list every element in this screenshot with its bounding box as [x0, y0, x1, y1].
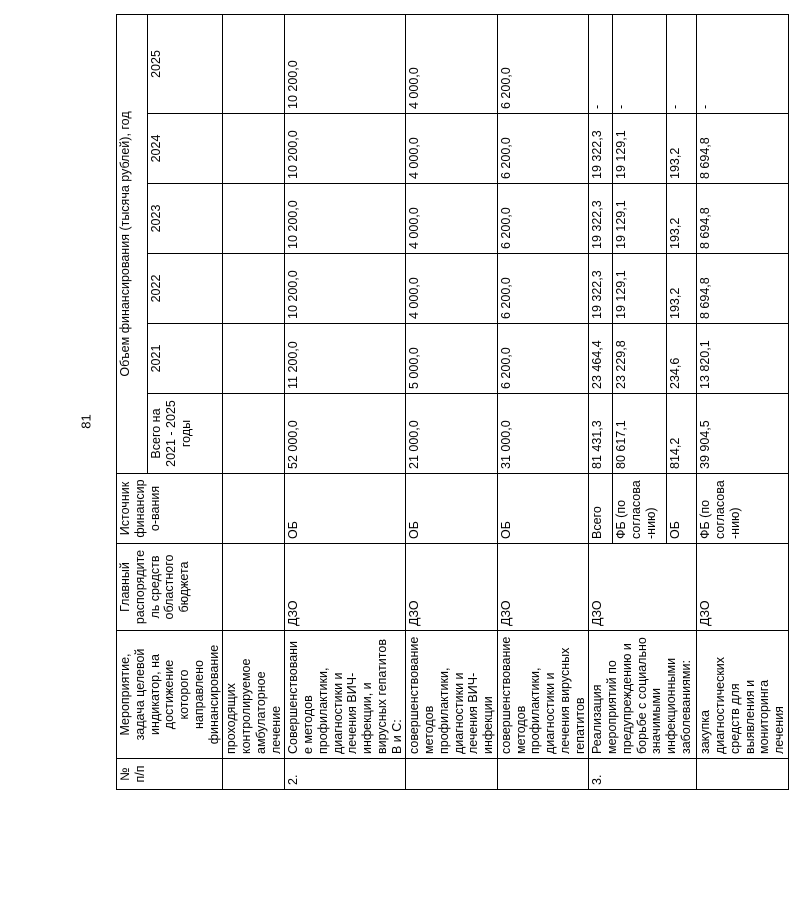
cell-2023: 19 129,1	[613, 184, 667, 254]
cell-2021: 5 000,0	[406, 324, 498, 394]
cell-2021	[223, 324, 285, 394]
header-total: Всего на 2021 - 2025 годы	[148, 394, 223, 474]
cell-num: 3.	[589, 759, 697, 790]
cell-event: совершенствование методов профилактики, диагностики и лечения ВИЧ-инфекции	[406, 631, 498, 759]
cell-total: 52 000,0	[285, 394, 406, 474]
cell-2021: 6 200,0	[497, 324, 589, 394]
cell-2022: 10 200,0	[285, 254, 406, 324]
cell-source: ОБ	[406, 474, 498, 544]
table-row	[223, 14, 285, 789]
cell-total: 81 431,3	[589, 394, 613, 474]
cell-2022: 6 200,0	[497, 254, 589, 324]
cell-num	[697, 759, 789, 790]
cell-2025: -	[613, 14, 667, 113]
cell-manager: ДЗО	[285, 544, 406, 631]
cell-num	[223, 759, 285, 790]
cell-2021: 11 200,0	[285, 324, 406, 394]
cell-2023: 6 200,0	[497, 184, 589, 254]
cell-event: Реализация мероприятий по предупреждению и борьбе с социально значимыми инфекционными заболеваниями:	[589, 631, 697, 759]
cell-2024: 19 322,3	[589, 114, 613, 184]
rotated-table-container	[116, 15, 786, 790]
cell-2022: 193,2	[667, 254, 697, 324]
cell-source: ОБ	[285, 474, 406, 544]
cell-2022	[223, 254, 285, 324]
cell-total	[223, 394, 285, 474]
cell-manager: ДЗО	[697, 544, 789, 631]
cell-total: 39 904,5	[697, 394, 789, 474]
header-event: Мероприятие, задача целевой индикатор, на достижение которого направлено финансирование	[117, 631, 223, 759]
header-year-2025: 2025	[148, 14, 223, 113]
cell-event: совершенствование методов профилактики, диагностики и лечения вирусных гепатитов	[497, 631, 589, 759]
cell-total: 80 617,1	[613, 394, 667, 474]
cell-2024: 4 000,0	[406, 114, 498, 184]
cell-source: Всего	[589, 474, 613, 544]
cell-event: проходящих контролируемое амбулаторное лечение	[223, 631, 285, 759]
cell-2023: 193,2	[667, 184, 697, 254]
header-year-2023: 2023	[148, 184, 223, 254]
cell-2025: 6 200,0	[497, 14, 589, 113]
cell-manager	[223, 544, 285, 631]
cell-2023	[223, 184, 285, 254]
cell-2024: 6 200,0	[497, 114, 589, 184]
table-row	[497, 14, 589, 789]
header-manager: Главный распорядитель средств областного бюджета	[117, 544, 223, 631]
cell-2025: -	[667, 14, 697, 113]
page-number: 81	[78, 414, 94, 429]
table-row	[589, 14, 613, 789]
cell-total: 814,2	[667, 394, 697, 474]
cell-manager: ДЗО	[589, 544, 697, 631]
header-volume: Объем финансирования (тысяча рублей), год	[117, 14, 148, 473]
cell-2022: 8 694,8	[697, 254, 789, 324]
cell-2023: 4 000,0	[406, 184, 498, 254]
cell-source	[223, 474, 285, 544]
financing-table	[116, 14, 789, 790]
cell-2022: 19 322,3	[589, 254, 613, 324]
table-row	[697, 14, 789, 789]
cell-manager: ДЗО	[497, 544, 589, 631]
table-row	[406, 14, 498, 789]
cell-2022: 4 000,0	[406, 254, 498, 324]
cell-total: 31 000,0	[497, 394, 589, 474]
cell-2021: 23 464,4	[589, 324, 613, 394]
cell-event: Совершенствование методов профилактики, диагностики и лечения ВИЧ-инфекции, и вирусных гепатитов В и С:	[285, 631, 406, 759]
cell-source: ОБ	[667, 474, 697, 544]
cell-2025: 4 000,0	[406, 14, 498, 113]
cell-source: ФБ (по согласова-нию)	[613, 474, 667, 544]
cell-event: закупка диагностических средств для выявления и мониторинга лечения	[697, 631, 789, 759]
header-year-2024: 2024	[148, 114, 223, 184]
cell-2024: 19 129,1	[613, 114, 667, 184]
cell-2024: 8 694,8	[697, 114, 789, 184]
cell-total: 21 000,0	[406, 394, 498, 474]
cell-source: ОБ	[497, 474, 589, 544]
cell-num	[497, 759, 589, 790]
cell-2024: 10 200,0	[285, 114, 406, 184]
cell-2025: -	[589, 14, 613, 113]
cell-2025	[223, 14, 285, 113]
cell-2025: -	[697, 14, 789, 113]
header-source: Источник финансиро-вания	[117, 474, 223, 544]
cell-num: 2.	[285, 759, 406, 790]
cell-manager: ДЗО	[406, 544, 498, 631]
cell-2025: 10 200,0	[285, 14, 406, 113]
header-year-2022: 2022	[148, 254, 223, 324]
header-num: № п/п	[117, 759, 223, 790]
cell-2021: 13 820,1	[697, 324, 789, 394]
cell-2023: 8 694,8	[697, 184, 789, 254]
cell-2021: 234,6	[667, 324, 697, 394]
cell-2024	[223, 114, 285, 184]
cell-2024: 193,2	[667, 114, 697, 184]
table-row	[285, 14, 406, 789]
cell-2023: 19 322,3	[589, 184, 613, 254]
cell-num	[406, 759, 498, 790]
cell-2023: 10 200,0	[285, 184, 406, 254]
cell-source: ФБ (по согласова-нию)	[697, 474, 789, 544]
cell-2022: 19 129,1	[613, 254, 667, 324]
cell-2021: 23 229,8	[613, 324, 667, 394]
header-year-2021: 2021	[148, 324, 223, 394]
